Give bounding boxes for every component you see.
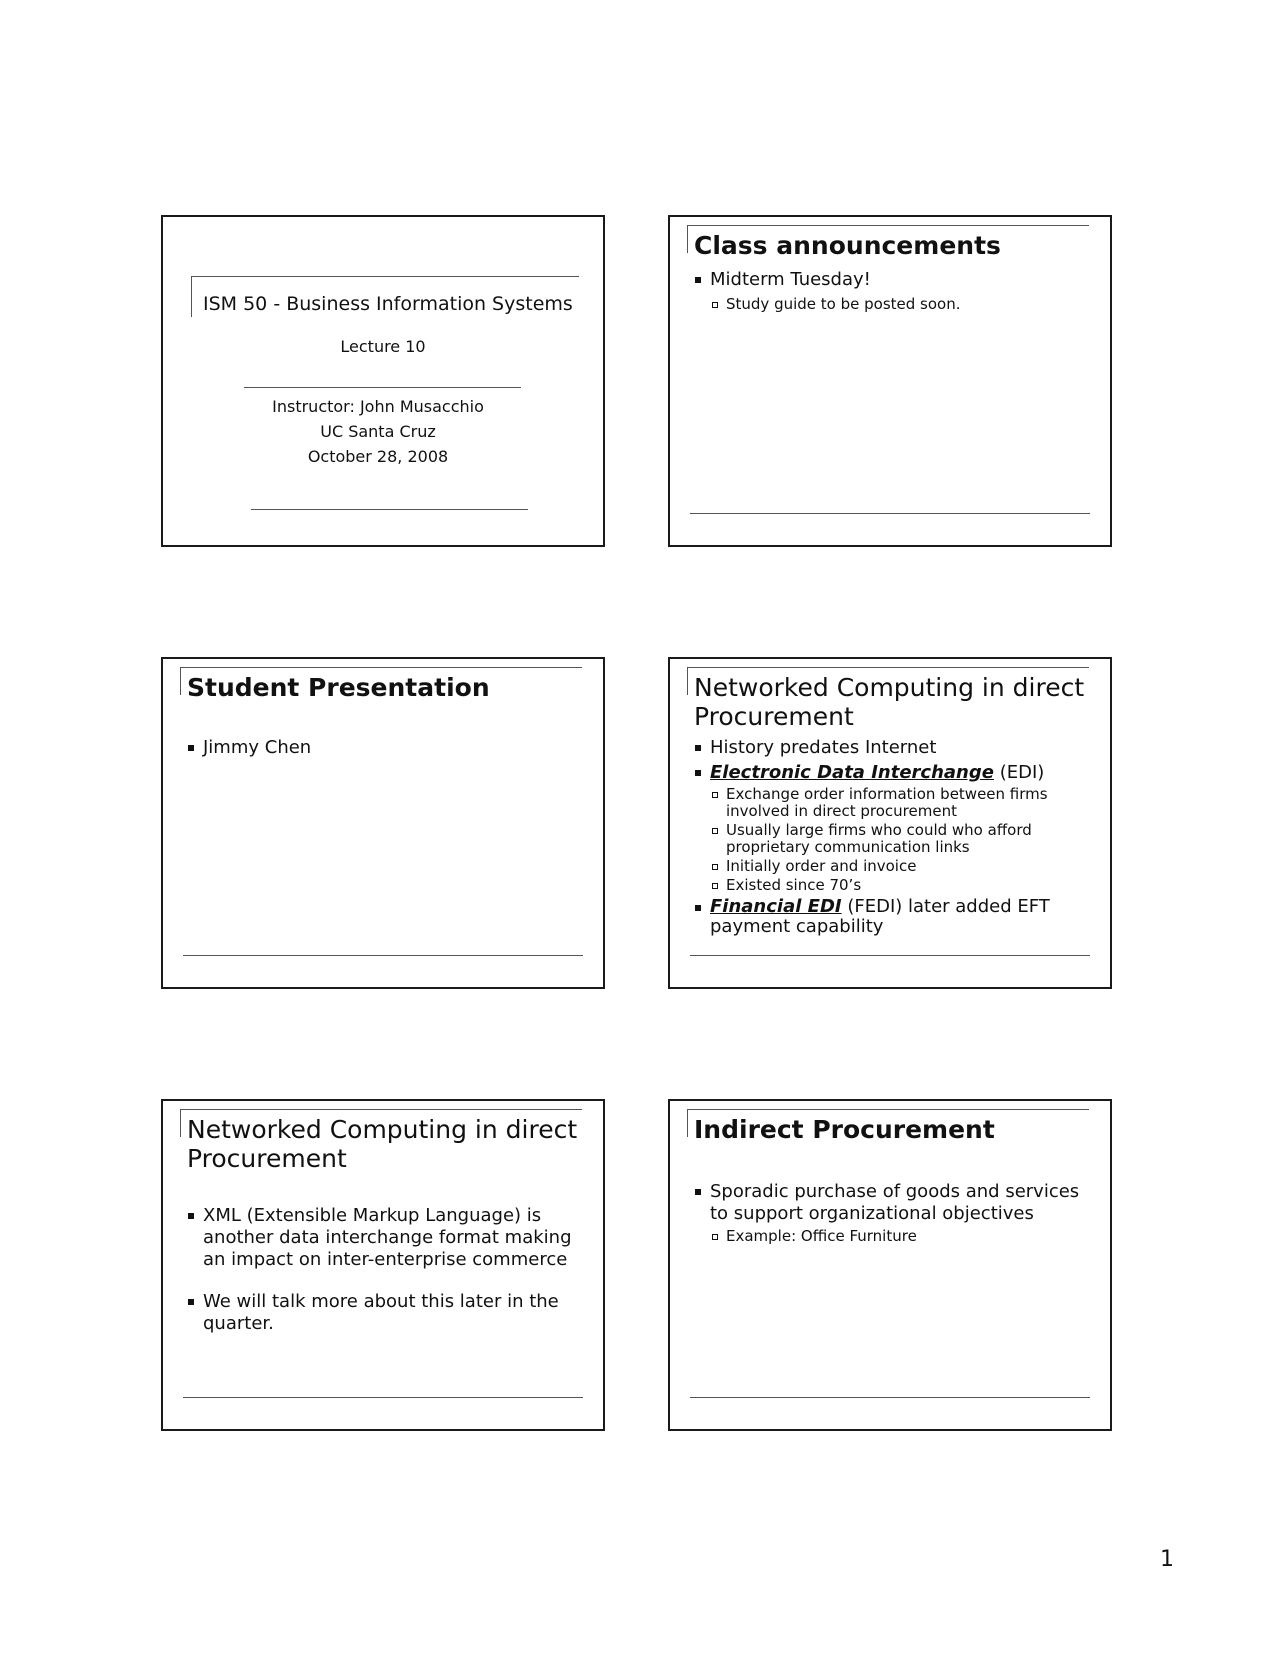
slide-title — [161, 215, 605, 547]
square-bullet-icon — [695, 745, 701, 751]
divider-rule — [244, 387, 521, 388]
title-rule — [687, 1109, 1089, 1110]
hollow-square-bullet-icon — [712, 1234, 718, 1240]
bullet-item-edi: Electronic Data Interchange (EDI) — [692, 762, 1096, 784]
title-rule — [687, 667, 1089, 668]
course-title: ISM 50 - Business Information Systems — [203, 293, 573, 315]
square-bullet-icon — [695, 770, 701, 776]
square-bullet-icon — [695, 905, 701, 911]
bullet-item: We will talk more about this later in the quarter. — [185, 1291, 589, 1335]
slide-title-text: Networked Computing in direct Procurement — [187, 1115, 578, 1173]
edi-term: Electronic Data Interchange — [710, 762, 994, 783]
bullet-item: Jimmy Chen — [185, 737, 589, 759]
slide-class-announcements — [668, 215, 1112, 547]
bullet-item: Midterm Tuesday! — [692, 269, 1096, 291]
slide-title-text: Indirect Procurement — [694, 1115, 995, 1144]
sub-bullet-item: Study guide to be posted soon. — [692, 296, 1096, 313]
sub-bullet-item: Exchange order information between firms involved in direct procurement — [692, 786, 1096, 820]
hollow-square-bullet-icon — [712, 883, 718, 889]
bullet-list — [185, 1205, 589, 1335]
hollow-square-bullet-icon — [712, 828, 718, 834]
school-name: UC Santa Cruz — [320, 422, 436, 441]
bullet-list — [692, 737, 1096, 937]
footer-rule — [183, 1397, 583, 1398]
slide-networked-computing-edi — [668, 657, 1112, 989]
title-tick — [687, 1109, 688, 1137]
slide-title-text: Networked Computing in direct Procurement — [694, 673, 1085, 731]
sub-bullet-item: Existed since 70’s — [692, 877, 1096, 894]
lecture-number: Lecture 10 — [340, 337, 426, 356]
hollow-square-bullet-icon — [712, 302, 718, 308]
square-bullet-icon — [188, 1213, 194, 1219]
slide-title-text: Student Presentation — [187, 673, 490, 702]
title-rule — [180, 667, 582, 668]
bullet-item-fedi: Financial EDI (FEDI) later added EFT payment capability — [692, 897, 1096, 937]
sub-bullet-item: Initially order and invoice — [692, 858, 1096, 875]
bullet-list — [692, 269, 1096, 313]
title-rule — [687, 225, 1089, 226]
slide-indirect-procurement — [668, 1099, 1112, 1431]
bullet-item: History predates Internet — [692, 737, 1096, 759]
instructor-info — [163, 394, 593, 469]
page-number: 1 — [1160, 1547, 1174, 1572]
title-tick — [687, 225, 688, 253]
square-bullet-icon — [695, 277, 701, 283]
slide-title-text: Class announcements — [694, 231, 1001, 260]
lecture-date: October 28, 2008 — [307, 447, 449, 466]
square-bullet-icon — [695, 1189, 701, 1195]
title-tick — [191, 276, 192, 317]
square-bullet-icon — [188, 745, 194, 751]
hollow-square-bullet-icon — [712, 864, 718, 870]
square-bullet-icon — [188, 1299, 194, 1305]
title-tick — [180, 1109, 181, 1137]
slide-student-presentation — [161, 657, 605, 989]
sub-bullet-item: Usually large firms who could who afford proprietary communication links — [692, 822, 1096, 856]
slide-networked-computing-xml — [161, 1099, 605, 1431]
title-tick — [687, 667, 688, 695]
footer-rule — [183, 955, 583, 956]
footer-rule — [690, 1397, 1090, 1398]
title-tick — [180, 667, 181, 695]
footer-rule — [690, 955, 1090, 956]
bullet-item: Sporadic purchase of goods and services to support organizational objectives — [692, 1181, 1096, 1225]
sub-bullet-item: Example: Office Furniture — [692, 1228, 1096, 1245]
instructor-name: Instructor: John Musacchio — [272, 397, 484, 416]
title-rule — [191, 276, 579, 277]
title-rule — [180, 1109, 582, 1110]
bullet-item: XML (Extensible Markup Language) is another data interchange format making an impact on inter-enterprise commerce — [185, 1205, 589, 1271]
bullet-list — [692, 1181, 1096, 1245]
footer-rule — [690, 513, 1090, 514]
divider-rule-bottom — [251, 509, 528, 510]
hollow-square-bullet-icon — [712, 792, 718, 798]
bullet-list — [185, 737, 589, 759]
fedi-term: Financial EDI — [710, 896, 842, 917]
